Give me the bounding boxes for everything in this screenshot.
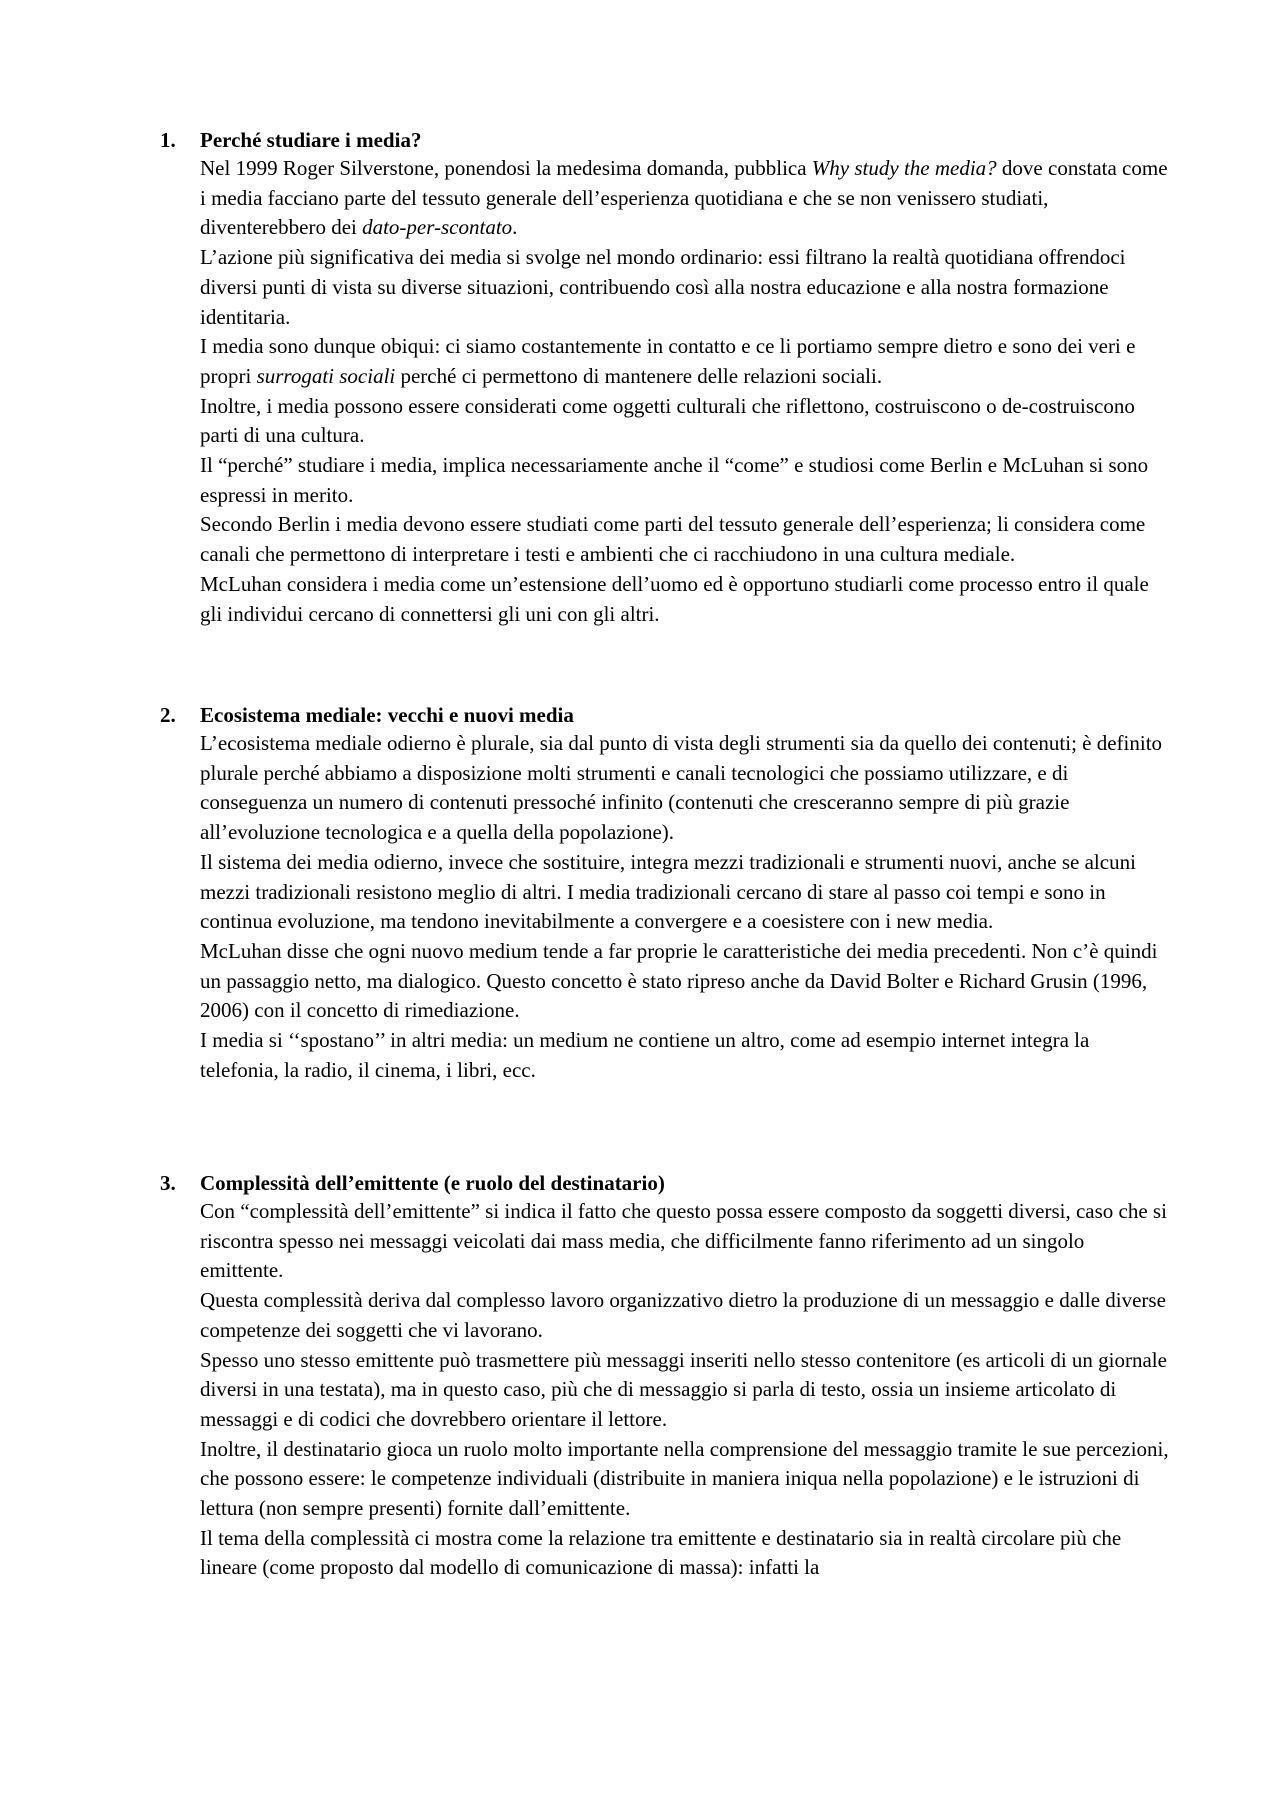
- paragraph: Nel 1999 Roger Silverstone, ponendosi la medesima domanda, pubblica Why study the media? dove constata come i media facciano parte del tessuto generale dell’esperienza quotidiana e che se non venissero studiati, diventerebbero dei dato-per-scontato.: [200, 156, 1168, 240]
- italic-text: Why study the media?: [811, 156, 997, 180]
- section-body: [200, 729, 1170, 1085]
- paragraph: Spesso uno stesso emittente può trasmettere più messaggi inseriti nello stesso contenitore (es articoli di un giornale diversi in una testata), ma in questo caso, più che di messaggio si parla di testo, ossia un insieme articolato di messaggi e di codici che dovrebbero orientare il lettore.: [200, 1347, 1167, 1431]
- section-ecosistema-mediale: [160, 701, 1170, 1085]
- section-title: Ecosistema mediale: vecchi e nuovi media: [200, 703, 574, 727]
- paragraph: Secondo Berlin i media devono essere studiati come parti del tessuto generale dell’esperienza; li considera come canali che permettono di interpretare i testi e ambienti che ci racchiudono in una cultura mediale.: [200, 512, 1146, 567]
- section-perche-studiare-media: [160, 126, 1170, 629]
- paragraph: Inoltre, il destinatario gioca un ruolo molto importante nella comprensione del messaggio tramite le sue percezioni, che possono essere: le competenze individuali (distribuite in maniera iniqua nella popolazione) e le istruzioni di lettura (non sempre presenti) fornite dall’emittente.: [200, 1436, 1169, 1521]
- paragraph: Il tema della complessità ci mostra come la relazione tra emittente e destinatario sia in realtà circolare più che lineare (come proposto dal modello di comunicazione di massa): infatti la: [200, 1525, 1122, 1580]
- section-number: 1.: [160, 128, 176, 152]
- section-title: Perché studiare i media?: [200, 128, 422, 152]
- paragraph: Inoltre, i media possono essere considerati come oggetti culturali che riflettono, costruiscono o de-costruiscono parti di una cultura.: [200, 393, 1135, 448]
- paragraph: Il “perché” studiare i media, implica necessariamente anche il “come” e studiosi come Berlin e McLuhan si sono espressi in merito.: [200, 453, 1149, 507]
- italic-text: surrogati sociali: [256, 363, 396, 388]
- paragraph: Questa complessità deriva dal complesso lavoro organizzativo dietro la produzione di un messaggio e dalle diverse competenze dei soggetti che vi lavorano.: [200, 1288, 1166, 1342]
- paragraph: McLuhan considera i media come un’estensione dell’uomo ed è opportuno studiarli come processo entro il quale gli individui cercano di connettersi gli uni con gli altri.: [200, 571, 1149, 626]
- section-number: 2.: [160, 703, 176, 727]
- paragraph: Il sistema dei media odierno, invece che sostituire, integra mezzi tradizionali e strumenti nuovi, anche se alcuni mezzi tradizionali resistono meglio di altri. I media tradizionali cercano di stare al passo coi tempi e sono in continua evoluzione, ma tendono inevitabilmente a convergere e a coesistere con i new media.: [200, 849, 1136, 934]
- italic-text: dato-per-scontato: [362, 215, 513, 240]
- section-body: [200, 1197, 1170, 1583]
- paragraph: Con “complessità dell’emittente” si indica il fatto che questo possa essere composto da soggetti diversi, caso che si riscontra spesso nei messaggi veicolati dai mass media, che difficilmente fanno riferimento ad un singolo emittente.: [200, 1199, 1167, 1283]
- paragraph: L’ecosistema mediale odierno è plurale, sia dal punto di vista degli strumenti sia da quello dei contenuti; è definito plurale perché abbiamo a disposizione molti strumenti e canali tecnologici che possiamo utilizzare, e di conseguenza un numero di contenuti pressoché infinito (contenuti che cresceranno sempre di più grazie all’evoluzione tecnologica e a quella della popolazione).: [200, 731, 1163, 845]
- paragraph: I media sono dunque obiqui: ci siamo costantemente in contatto e ce li portiamo sempre dietro e sono dei veri e propri surrogati sociali perché ci permettono di mantenere delle relazioni sociali.: [200, 334, 1136, 388]
- paragraph: I media si ‘‘spostano’’ in altri media: un medium ne contiene un altro, come ad esempio internet integra la telefonia, la radio, il cinema, i libri, ecc.: [200, 1028, 1090, 1082]
- section-title: Complessità dell’emittente (e ruolo del destinatario): [200, 1171, 665, 1195]
- section-body: [200, 154, 1170, 629]
- paragraph: McLuhan disse che ogni nuovo medium tende a far proprie le caratteristiche dei media precedenti. Non c’è quindi un passaggio netto, ma dialogico. Questo concetto è stato ripreso anche da David Bolter e Richard Grusin (1996, 2006) con il concetto di rimediazione.: [200, 938, 1158, 1023]
- section-number: 3.: [160, 1171, 176, 1195]
- paragraph: L’azione più significativa dei media si svolge nel mondo ordinario: essi filtrano la realtà quotidiana offrendoci diversi punti di vista su diverse situazioni, contribuendo così alla nostra educazione e alla nostra formazione identitaria.: [200, 245, 1126, 329]
- section-complessita-emittente: [160, 1169, 1170, 1583]
